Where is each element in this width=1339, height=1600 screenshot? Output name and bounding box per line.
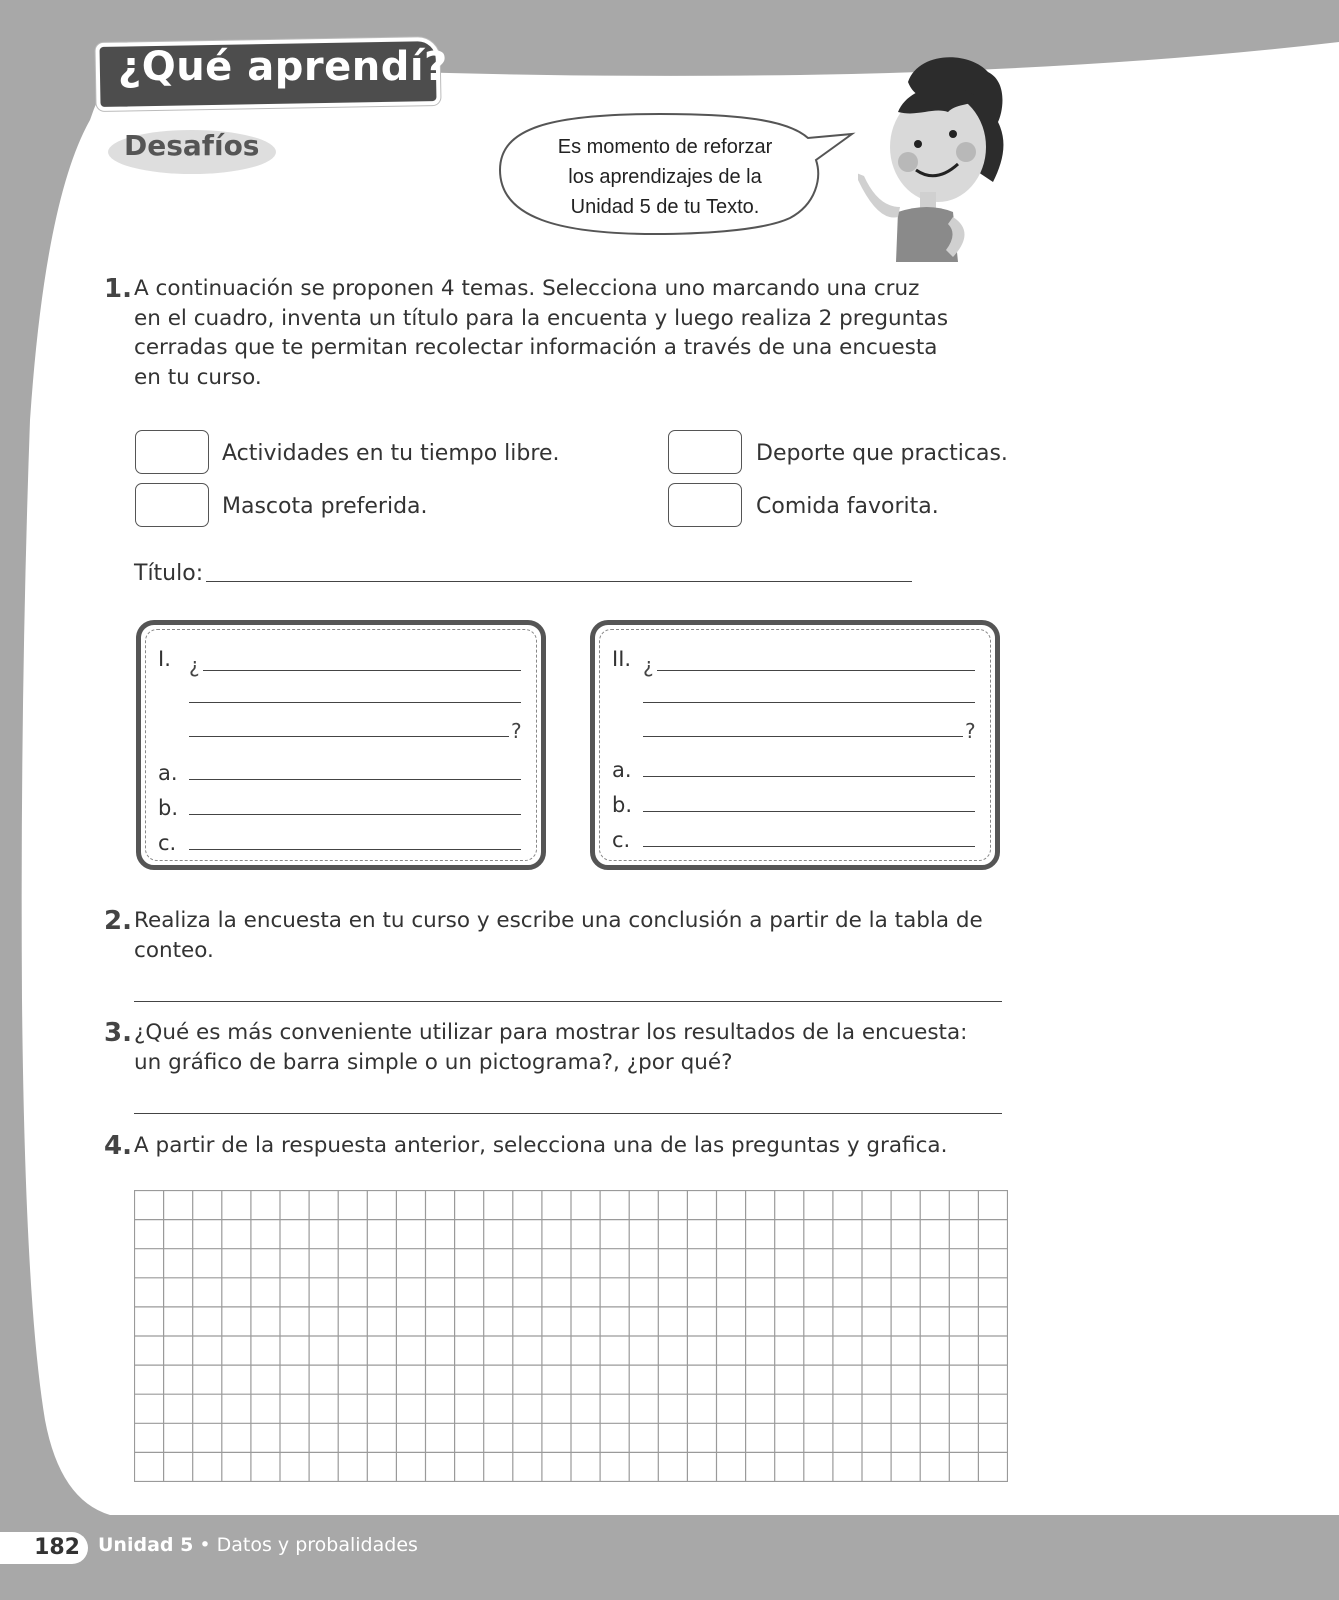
card-1-roman: I. [158,647,171,671]
question-card-2 [590,620,1000,870]
card-1-question-line-2[interactable] [189,702,521,703]
footer-topic: Datos y probalidades [216,1534,418,1556]
option-label-sport: Deporte que practicas. [756,441,1008,466]
footer-unit-topic [98,1534,418,1556]
card-2-question-line-3[interactable] [643,736,963,737]
card-2-roman: II. [612,647,632,671]
card-2-answer-b-label: b. [612,793,633,817]
card-1-answer-c-line[interactable] [189,849,521,850]
question-4-number: 4. [104,1131,132,1161]
option-label-food: Comida favorita. [756,494,939,519]
child-character-illustration [858,52,1018,272]
option-label-free-time: Actividades en tu tiempo libre. [222,441,560,466]
card-2-answer-c-label: c. [612,828,631,852]
question-3-answer-line[interactable] [134,1113,1002,1114]
footer-unit: Unidad 5 [98,1534,194,1556]
footer-bar [0,1515,1339,1600]
card-2-answer-a-label: a. [612,758,632,782]
question-3-number: 3. [104,1018,132,1048]
page-number: 182 [0,1532,88,1564]
card-1-answer-a-label: a. [158,761,178,785]
card-1-answer-b-label: b. [158,796,179,820]
card-1-open-question-mark: ¿ [189,653,200,677]
card-1-answer-a-line[interactable] [189,779,521,780]
option-checkbox-food[interactable] [668,483,742,527]
option-checkbox-free-time[interactable] [135,430,209,474]
card-2-answer-c-line[interactable] [643,846,975,847]
question-2-text: Realiza la encuesta en tu curso y escribe una conclusión a partir de la tabla de conteo. [134,908,983,963]
option-checkbox-sport[interactable] [668,430,742,474]
title-answer-line[interactable] [206,581,912,582]
question-card-1 [136,620,546,870]
graph-grid[interactable] [134,1190,1008,1482]
card-2-question-line-1[interactable] [657,670,975,671]
title-label: Título: [134,561,204,586]
card-2-close-question-mark: ? [965,719,976,743]
question-4-text: A partir de la respuesta anterior, selecciona una de las preguntas y grafica. [134,1133,948,1158]
question-3-text: ¿Qué es más conveniente utilizar para mostrar los resultados de la encuesta: un gráfico de barra simple o un pictograma?, ¿por qué? [134,1020,968,1075]
card-2-open-question-mark: ¿ [643,653,654,677]
question-1-text: A continuación se proponen 4 temas. Selecciona uno marcando una cruz en el cuadro, inventa un título para la encuenta y luego realiza 2 preguntas cerradas que te permitan recolectar información a través de una encuesta en tu curso. [134,276,949,390]
card-1-close-question-mark: ? [511,719,522,743]
option-checkbox-pet[interactable] [135,483,209,527]
card-2-answer-b-line[interactable] [643,811,975,812]
section-title: Desafíos [124,129,260,162]
card-2-question-line-2[interactable] [643,702,975,703]
card-1-question-line-3[interactable] [189,736,509,737]
card-2-answer-a-line[interactable] [643,776,975,777]
footer-bullet: • [199,1534,211,1556]
page-title: ¿Qué aprendí? [118,44,448,90]
question-1-number: 1. [104,274,132,304]
option-label-pet: Mascota preferida. [222,494,428,519]
question-2-answer-line[interactable] [134,1001,1002,1002]
speech-bubble-text: Es momento de reforzar los aprendizajes de la Unidad 5 de tu Texto. [557,136,773,218]
card-1-answer-c-label: c. [158,831,177,855]
card-1-answer-b-line[interactable] [189,814,521,815]
question-2-number: 2. [104,906,132,936]
card-1-question-line-1[interactable] [203,670,521,671]
